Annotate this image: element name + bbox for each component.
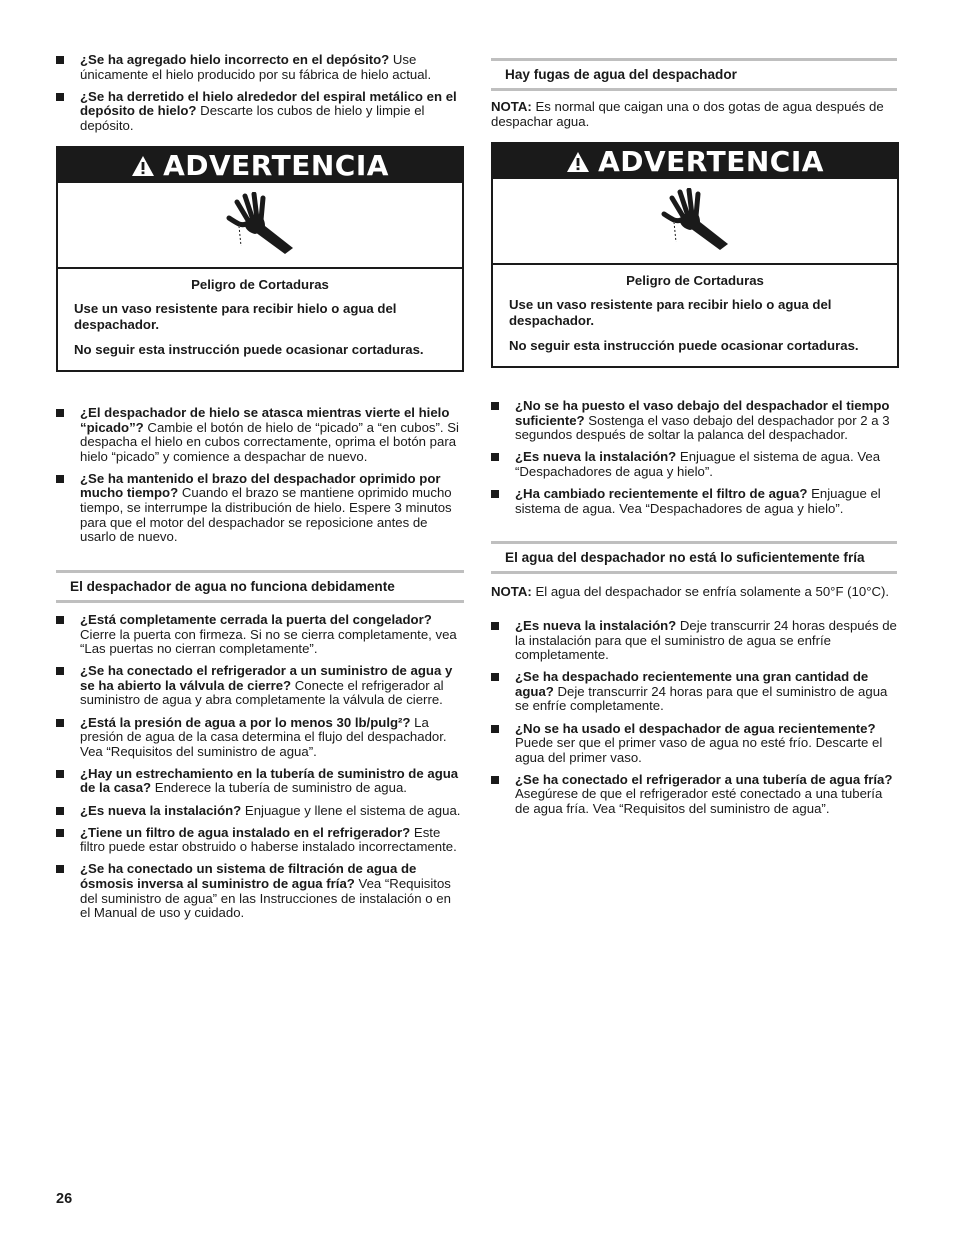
warning-icon-area: [58, 183, 462, 269]
list-item: ¿Se ha derretido el hielo alrededor del espiral metálico en el depósito de hielo? Descarte los cubos de hielo y limpie el depósito.: [56, 90, 464, 134]
bullet-square-icon: [56, 865, 64, 873]
bullet-square-icon: [56, 667, 64, 675]
list-item: ¿Se ha mantenido el brazo del despachador oprimido por mucho tiempo? Cuando el brazo se mantiene oprimido mucho tiempo, se interrumpe la distribución de hielo. Espere 3 minutos para que el motor del despachador se reposicione antes de usarlo de nuevo.: [56, 472, 464, 545]
list-item: ¿Tiene un filtro de agua instalado en el refrigerador? Este filtro puede estar obstruido o haberse instalado incorrectamente.: [56, 826, 464, 855]
list-item: ¿Está completamente cerrada la puerta del congelador? Cierre la puerta con firmeza. Si no se cierra completamente, vea “Las puertas no cierran completamente”.: [56, 613, 464, 657]
list-item: ¿Se ha despachado recientemente una gran cantidad de agua? Deje transcurrir 24 horas para que el suministro de agua se enfríe completamente.: [491, 670, 899, 714]
list-item: ¿Se ha conectado el refrigerador a una tubería de agua fría? Asegúrese de que el refrigerador esté conectado a una tubería de agua fría. Vea “Requisitos del suministro de agua”.: [491, 773, 899, 817]
list-item: ¿Es nueva la instalación? Enjuague y llene el sistema de agua.: [56, 804, 464, 819]
bullet-square-icon: [491, 725, 499, 733]
note-temperature: NOTA: El agua del despachador se enfría solamente a 50°F (10°C).: [491, 584, 890, 599]
page-number: 26: [56, 1191, 73, 1207]
list-item: ¿Se ha agregado hielo incorrecto en el depósito? Use únicamente el hielo producido por su fábrica de hielo actual.: [56, 53, 464, 82]
warning-box-right: [491, 142, 899, 368]
warning-body: [58, 269, 462, 370]
water-dispenser-bullet-list: [56, 613, 464, 928]
bullet-square-icon: [56, 409, 64, 417]
bullet-square-icon: [56, 93, 64, 101]
bullet-square-icon: [56, 616, 64, 624]
warning-header: [493, 144, 897, 179]
warning-header: [58, 148, 462, 183]
warning-triangle-icon: [566, 151, 590, 173]
bullet-square-icon: [56, 56, 64, 64]
bullet-square-icon: [491, 673, 499, 681]
warning-title: Peligro de Cortaduras: [626, 273, 764, 288]
warning-text: Use un vaso resistente para recibir hielo o agua del despachador.: [74, 300, 397, 332]
warning-title: Peligro de Cortaduras: [191, 277, 329, 292]
bullet-square-icon: [56, 829, 64, 837]
list-item: ¿Se ha conectado un sistema de filtración de agua de ósmosis inversa al suministro de agua fría? Vea “Requisitos del suministro de agua” en las Instrucciones de instalación o en el Manual de uso y cuidado.: [56, 862, 464, 920]
note-leak: NOTA: Es normal que caigan una o dos gotas de agua después de despachar agua.: [491, 99, 884, 129]
bullet-square-icon: [491, 622, 499, 630]
list-item: ¿No se ha usado el despachador de agua recientemente? Puede ser que el primer vaso de agua no esté frío. Descarte el agua del primer vaso.: [491, 722, 899, 766]
warning-icon-area: [493, 179, 897, 265]
section-heading-water-not-cold: El agua del despachador no está lo suficientemente fría: [491, 541, 897, 574]
warning-heading: ADVERTENCIA: [598, 145, 824, 178]
bullet-square-icon: [56, 807, 64, 815]
warning-box-left: [56, 146, 464, 372]
ice-dispenser-bullet-list: [56, 406, 464, 552]
warning-text: No seguir esta instrucción puede ocasionar cortaduras.: [74, 341, 424, 357]
not-cold-bullet-list: [491, 619, 899, 824]
bullet-square-icon: [56, 475, 64, 483]
cut-hand-icon: [660, 188, 730, 254]
list-item: ¿Es nueva la instalación? Deje transcurrir 24 horas después de la instalación para que el suministro de agua se enfríe completamente.: [491, 619, 899, 663]
list-item: ¿Ha cambiado recientemente el filtro de agua? Enjuague el sistema de agua. Vea “Despachadores de agua y hielo”.: [491, 487, 899, 516]
list-item: ¿El despachador de hielo se atasca mientras vierte el hielo “picado”? Cambie el botón de hielo de “picado” a “en cubos”. Si despacha el hielo en cubos correctamente, oprima el botón para hielo “picado” y comience a despachar de nuevo.: [56, 406, 464, 464]
section-heading-water-leak: Hay fugas de agua del despachador: [491, 58, 897, 91]
list-item: ¿Hay un estrechamiento en la tubería de suministro de agua de la casa? Enderece la tubería de suministro de agua.: [56, 767, 464, 796]
leak-bullet-list: [491, 399, 899, 524]
bullet-square-icon: [491, 453, 499, 461]
list-item: ¿Está la presión de agua a por lo menos 30 lb/pulg²? La presión de agua de la casa determina el flujo del despachador. Vea “Requisitos del suministro de agua”.: [56, 716, 464, 760]
cut-hand-icon: [225, 192, 295, 258]
warning-triangle-icon: [131, 155, 155, 177]
section-heading-water-dispenser: El despachador de agua no funciona debidamente: [56, 570, 464, 603]
list-item: ¿Se ha conectado el refrigerador a un suministro de agua y se ha abierto la válvula de cierre? Conecte el refrigerador al suministro de agua y abra completamente la válvula de cierre.: [56, 664, 464, 708]
list-item: ¿No se ha puesto el vaso debajo del despachador el tiempo suficiente? Sostenga el vaso debajo del despachador por 2 a 3 segundos después de soltar la palanca del despachador.: [491, 399, 899, 443]
warning-text: No seguir esta instrucción puede ocasionar cortaduras.: [509, 337, 859, 353]
warning-body: [493, 265, 897, 366]
warning-text: Use un vaso resistente para recibir hielo o agua del despachador.: [509, 296, 832, 328]
bullet-square-icon: [56, 719, 64, 727]
warning-heading: ADVERTENCIA: [163, 149, 389, 182]
ice-bullet-list: [56, 53, 464, 141]
bullet-square-icon: [491, 776, 499, 784]
list-item: ¿Es nueva la instalación? Enjuague el sistema de agua. Vea “Despachadores de agua y hielo”.: [491, 450, 899, 479]
bullet-square-icon: [56, 770, 64, 778]
bullet-square-icon: [491, 402, 499, 410]
bullet-square-icon: [491, 490, 499, 498]
